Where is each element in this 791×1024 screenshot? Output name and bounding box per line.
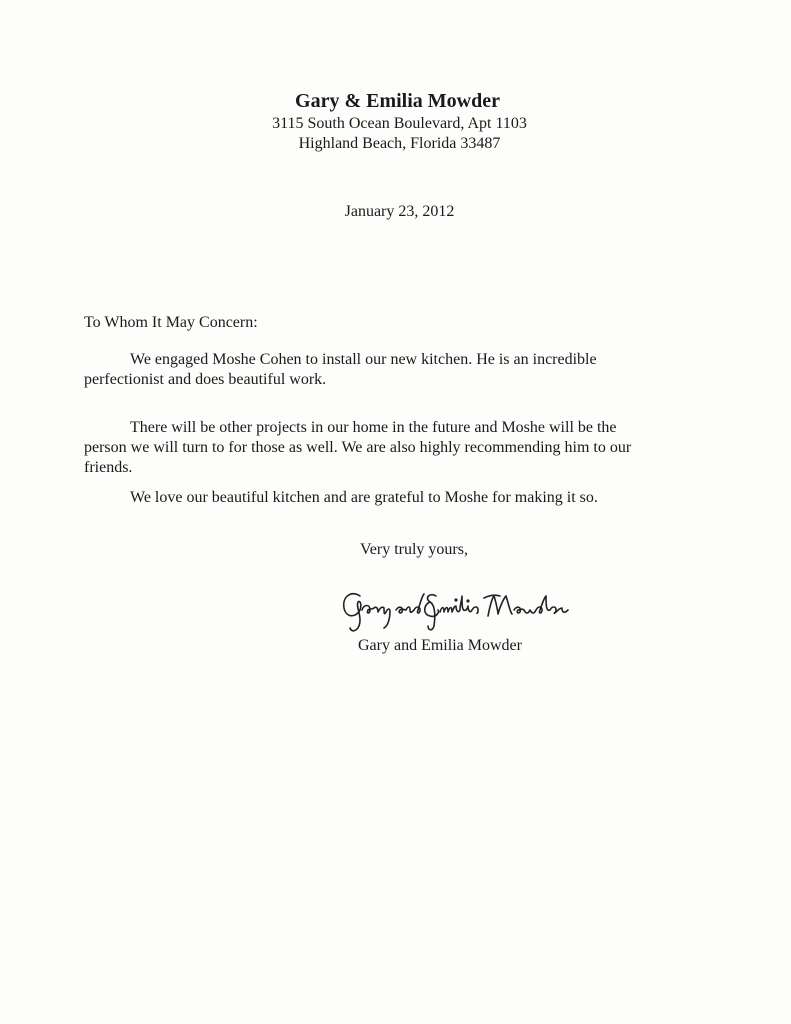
paragraph-1: We engaged Moshe Cohen to install our new kitchen. He is an incredible perfectionist and does beautiful work. [84,351,597,388]
closing: Very truly yours, [360,541,468,558]
paragraph-2: There will be other projects in our home in the future and Moshe will be the person we will turn to for those as well. We are also highly recommending him to our friends. [84,419,632,476]
letterhead [0,88,791,154]
signature-drawing [338,582,578,638]
letterhead-name: Gary & Emilia Mowder [295,90,500,112]
letter-date: January 23, 2012 [344,203,455,220]
printed-name: Gary and Emilia Mowder [358,637,522,654]
letterhead-address-line2: Highland Beach, Florida 33487 [298,135,501,152]
paragraph-3: We love our beautiful kitchen and are grateful to Moshe for making it so. [130,489,598,506]
salutation: To Whom It May Concern: [84,314,258,331]
handwritten-signature [338,582,578,638]
letterhead-address-line1: 3115 South Ocean Boulevard, Apt 1103 [272,115,527,132]
